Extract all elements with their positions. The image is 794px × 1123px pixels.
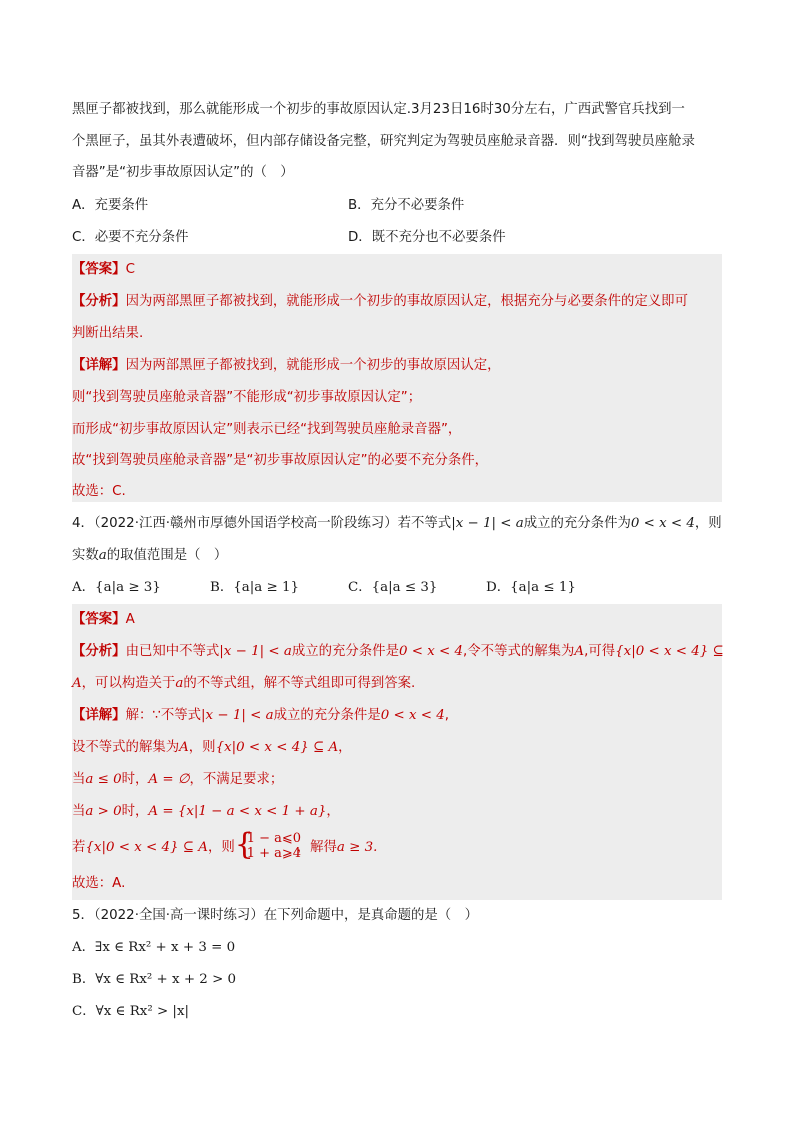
q4-stem-line-2	[72, 546, 722, 566]
q4-detail-line-1: 【详解】解：∵不等式|x − 1| < a成立的充分条件是0 < x < 4,	[72, 708, 450, 723]
answer-value: A	[125, 612, 135, 627]
q4-option-a: A．{a|a ≥ 3}	[72, 580, 161, 595]
q4-option-c: C．{a|a ≤ 3}	[348, 580, 438, 595]
system-eq-1: 1 − a⩽0	[246, 831, 302, 846]
q4-mid: 成立的充分条件为	[523, 516, 631, 531]
q4-condition: 0 < x < 4	[630, 516, 695, 531]
q4-line2-var: a	[98, 548, 107, 563]
q4-line2-text: 实数	[72, 548, 99, 563]
q4-detail-line-2: 设不等式的解集为A，则{x|0 < x < 4} ⊆ A，	[72, 740, 352, 755]
analysis-text: 因为两部黑匣子都被找到，就能形成一个初步的事故原因认定，根据充分与必要条件的定义即可	[125, 294, 688, 309]
q3-analysis-line-1	[72, 292, 722, 312]
q5-stem	[72, 906, 722, 926]
system-eq-2: 1 + a⩾4	[246, 846, 302, 861]
q3-detail-line-2: 则“找到驾驶员座舱录音器”不能形成“初步事故原因认定”；	[72, 390, 422, 405]
q4-end: ，则	[694, 516, 722, 531]
q3-stem-line-3: 音器”是“初步事故原因认定”的（ ）	[72, 165, 294, 180]
answer-tag: 【答案】	[72, 612, 126, 627]
q3-option-a: A．充要条件	[72, 198, 149, 213]
q5-option-c: C．∀x ∈ Rx² > |x|	[72, 1004, 190, 1019]
q4-inequality: |x − 1| < a	[451, 516, 524, 531]
q3-stem-line-2: 个黑匣子，虽其外表遭破坏，但内部存储设备完整，研究判定为驾驶员座舱录音器．则“找到驾驶员座舱录	[72, 134, 695, 149]
q4-number: 4．	[72, 516, 94, 531]
q4-source: （2022·江西·赣州市厚德外国语学校高一阶段练习）若不等式	[93, 516, 452, 531]
q3-analysis-line-2: 判断出结果.	[72, 326, 144, 341]
q3-option-c: C．必要不充分条件	[72, 230, 189, 245]
q4-choose: 故选：A.	[72, 876, 126, 891]
q3-answer	[72, 260, 722, 280]
q4-detail-line-3: 当a ≤ 0时，A = ∅，不满足要求；	[72, 772, 284, 787]
q4-answer	[72, 610, 722, 630]
q4-option-b: B．{a|a ≥ 1}	[210, 580, 300, 595]
analysis-tag: 【分析】	[72, 294, 126, 309]
q3-option-b: B．充分不必要条件	[348, 198, 465, 213]
analysis-tag: 【分析】	[72, 644, 126, 659]
q5-option-a: A．∃x ∈ Rx² + x + 3 = 0	[72, 940, 236, 955]
q5-option-b: B．∀x ∈ Rx² + x + 2 > 0	[72, 972, 237, 987]
brace-system: { 1 − a⩽0 1 + a⩾4	[234, 827, 302, 862]
answer-value: C	[125, 262, 135, 277]
q3-detail-line-3: 而形成“初步事故原因认定”则表示已经“找到驾驶员座舱录音器”，	[72, 422, 462, 437]
q3-option-d: D．既不充分也不必要条件	[348, 230, 506, 245]
q4-detail-line-4: 当a > 0时，A = {x|1 − a < x < 1 + a}，	[72, 804, 340, 819]
detail-tag: 【详解】	[72, 358, 126, 373]
q3-choose: 故选：C.	[72, 484, 126, 499]
q4-analysis-line-1: 【分析】由已知中不等式|x − 1| < a成立的充分条件是0 < x < 4,令不等式的解集为A,可得{x|0 < x < 4} ⊆	[72, 644, 724, 659]
q3-detail-line-4: 故“找到驾驶员座舱录音器”是“初步事故原因认定”的必要不充分条件，	[72, 453, 489, 468]
answer-tag: 【答案】	[72, 262, 126, 277]
q5-stem-text: （2022·全国·高一课时练习）在下列命题中，是真命题的是（ ）	[93, 908, 478, 923]
q4-stem-line-1	[72, 514, 722, 534]
detail-text: 因为两部黑匣子都被找到，就能形成一个初步的事故原因认定，	[125, 358, 501, 373]
q3-detail-line-1	[72, 356, 722, 376]
q3-stem-line-1: 黑匣子都被找到，那么就能形成一个初步的事故原因认定.3月23日16时30分左右，广西武警官兵找到一	[72, 102, 685, 117]
q4-detail-line-5: 若{x|0 < x < 4} ⊆ A，则 { 1 − a⩽0 1 + a⩾4 ，解得a ≥ 3.	[72, 827, 378, 862]
detail-tag: 【详解】	[72, 708, 126, 723]
q4-line2-text-b: 的取值范围是（ ）	[106, 548, 228, 563]
q5-number: 5．	[72, 908, 94, 923]
q4-analysis-line-2: A，可以构造关于a的不等式组，解不等式组即可得到答案.	[72, 676, 416, 691]
q4-option-d: D．{a|a ≤ 1}	[486, 580, 576, 595]
